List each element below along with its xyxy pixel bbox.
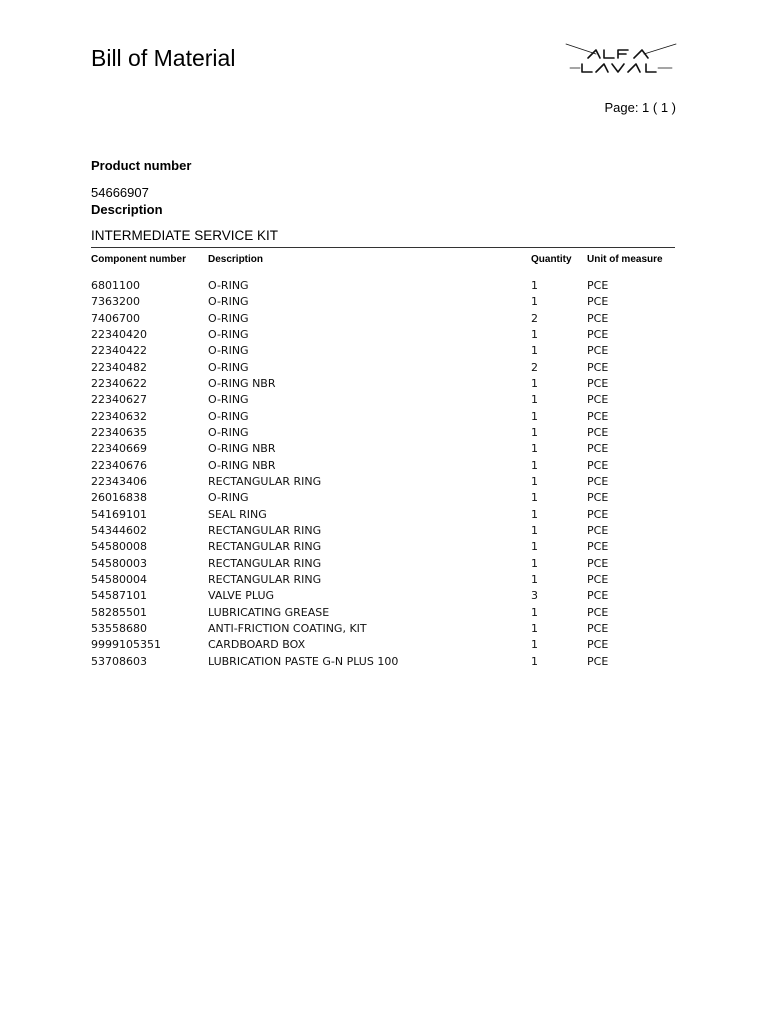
description-cell: O-RING [208, 409, 249, 423]
table-row [0, 425, 770, 441]
unit-cell: PCE [587, 279, 609, 292]
header-divider [91, 247, 675, 248]
component-number-cell: 22343406 [91, 474, 147, 488]
unit-cell: PCE [587, 605, 609, 619]
unit-cell: PCE [587, 295, 609, 309]
component-number-cell: 58285501 [91, 605, 147, 619]
description-cell: RECTANGULAR RING [208, 540, 322, 554]
page-title: Bill of Material [91, 45, 236, 71]
quantity-cell: 1 [531, 540, 538, 554]
table-row [0, 409, 770, 425]
quantity-cell: 2 [531, 360, 538, 374]
description-cell: O-RING [208, 311, 249, 325]
description-cell: O-RING [208, 425, 249, 439]
product-number-value: 54666907 [91, 185, 149, 200]
unit-cell: PCE [587, 344, 609, 358]
unit-cell: PCE [587, 376, 609, 390]
description-cell: LUBRICATING GREASE [208, 605, 330, 619]
table-row [0, 539, 770, 555]
component-number-cell: 54587101 [91, 589, 147, 603]
table-row [0, 490, 770, 506]
description-cell: O-RING [208, 279, 249, 292]
description-value: INTERMEDIATE SERVICE KIT [91, 228, 279, 243]
description-cell: O-RING [208, 360, 249, 374]
component-number-cell: 22340669 [91, 442, 147, 456]
unit-cell: PCE [587, 507, 609, 521]
unit-cell: PCE [587, 311, 609, 325]
description-cell: ANTI-FRICTION COATING, KIT [208, 621, 367, 635]
quantity-cell: 1 [531, 523, 538, 537]
table-row [0, 458, 770, 474]
table-row [0, 637, 770, 653]
component-number-cell: 22340422 [91, 344, 147, 358]
unit-cell: PCE [587, 409, 609, 423]
component-number-cell: 7363200 [91, 295, 140, 309]
unit-cell: PCE [587, 474, 609, 488]
table-row [0, 343, 770, 359]
description-cell: CARDBOARD BOX [208, 638, 306, 652]
unit-cell: PCE [587, 327, 609, 341]
alfa-laval-logo [560, 40, 680, 80]
unit-cell: PCE [587, 556, 609, 570]
component-number-cell: 54580003 [91, 556, 147, 570]
description-cell: RECTANGULAR RING [208, 474, 322, 488]
unit-cell: PCE [587, 638, 609, 652]
description-cell: O-RING [208, 491, 249, 505]
table-row [0, 474, 770, 490]
component-number-cell: 54344602 [91, 523, 147, 537]
quantity-cell: 1 [531, 491, 538, 505]
description-cell: O-RING [208, 295, 249, 309]
description-cell: VALVE PLUG [208, 589, 275, 603]
component-number-cell: 22340635 [91, 425, 147, 439]
quantity-cell: 1 [531, 654, 538, 668]
component-number-cell: 53558680 [91, 621, 147, 635]
column-header-description: Description [208, 254, 264, 265]
table-row [0, 588, 770, 604]
description-cell: O-RING [208, 327, 249, 341]
component-number-cell: 7406700 [91, 311, 140, 325]
table-row [0, 294, 770, 310]
quantity-cell: 1 [531, 295, 538, 309]
table-row [0, 523, 770, 539]
component-number-cell: 22340632 [91, 409, 147, 423]
description-cell: RECTANGULAR RING [208, 523, 322, 537]
table-row [0, 360, 770, 376]
component-number-cell: 22340627 [91, 393, 147, 407]
description-cell: O-RING NBR [208, 458, 276, 472]
column-header-quantity: Quantity [531, 254, 572, 265]
quantity-cell: 3 [531, 589, 538, 603]
description-cell: LUBRICATION PASTE G-N PLUS 100 [208, 654, 399, 668]
component-number-cell: 26016838 [91, 491, 147, 505]
component-number-cell: 22340420 [91, 327, 147, 341]
quantity-cell: 1 [531, 474, 538, 488]
quantity-cell: 1 [531, 409, 538, 423]
table-row [0, 507, 770, 523]
component-number-cell: 54169101 [91, 507, 147, 521]
table-row [0, 654, 770, 670]
table-row [0, 621, 770, 637]
quantity-cell: 1 [531, 344, 538, 358]
table-row [0, 605, 770, 621]
description-cell: O-RING NBR [208, 376, 276, 390]
table-row [0, 392, 770, 408]
quantity-cell: 1 [531, 572, 538, 586]
component-number-cell: 22340676 [91, 458, 147, 472]
unit-cell: PCE [587, 523, 609, 537]
component-table [0, 278, 770, 670]
description-cell: RECTANGULAR RING [208, 572, 322, 586]
quantity-cell: 1 [531, 605, 538, 619]
unit-cell: PCE [587, 393, 609, 407]
quantity-cell: 1 [531, 393, 538, 407]
column-header-component: Component number [91, 254, 186, 265]
unit-cell: PCE [587, 491, 609, 505]
component-number-cell: 53708603 [91, 654, 147, 668]
quantity-cell: 1 [531, 376, 538, 390]
quantity-cell: 1 [531, 279, 538, 292]
quantity-cell: 1 [531, 327, 538, 341]
unit-cell: PCE [587, 425, 609, 439]
quantity-cell: 1 [531, 507, 538, 521]
quantity-cell: 1 [531, 638, 538, 652]
table-row [0, 376, 770, 392]
table-row [0, 311, 770, 327]
component-number-cell: 22340622 [91, 376, 147, 390]
description-cell: O-RING [208, 344, 249, 358]
quantity-cell: 1 [531, 458, 538, 472]
table-row [0, 556, 770, 572]
unit-cell: PCE [587, 621, 609, 635]
quantity-cell: 1 [531, 425, 538, 439]
description-cell: O-RING NBR [208, 442, 276, 456]
component-number-cell: 54580004 [91, 572, 147, 586]
description-cell: O-RING [208, 393, 249, 407]
table-row [0, 327, 770, 343]
unit-cell: PCE [587, 540, 609, 554]
unit-cell: PCE [587, 589, 609, 603]
table-row [0, 278, 770, 294]
table-row [0, 441, 770, 457]
component-number-cell: 6801100 [91, 279, 140, 292]
column-header-unit: Unit of measure [587, 254, 663, 265]
quantity-cell: 1 [531, 556, 538, 570]
unit-cell: PCE [587, 360, 609, 374]
quantity-cell: 2 [531, 311, 538, 325]
unit-cell: PCE [587, 442, 609, 456]
description-cell: SEAL RING [208, 507, 267, 521]
description-cell: RECTANGULAR RING [208, 556, 322, 570]
component-number-cell: 22340482 [91, 360, 147, 374]
unit-cell: PCE [587, 572, 609, 586]
component-number-cell: 54580008 [91, 540, 147, 554]
quantity-cell: 1 [531, 621, 538, 635]
unit-cell: PCE [587, 458, 609, 472]
product-number-label: Product number [91, 158, 192, 173]
unit-cell: PCE [587, 654, 609, 668]
quantity-cell: 1 [531, 442, 538, 456]
component-number-cell: 9999105351 [91, 638, 161, 652]
page-number: Page: 1 ( 1 ) [604, 100, 676, 115]
description-label: Description [91, 202, 163, 217]
table-row [0, 572, 770, 588]
